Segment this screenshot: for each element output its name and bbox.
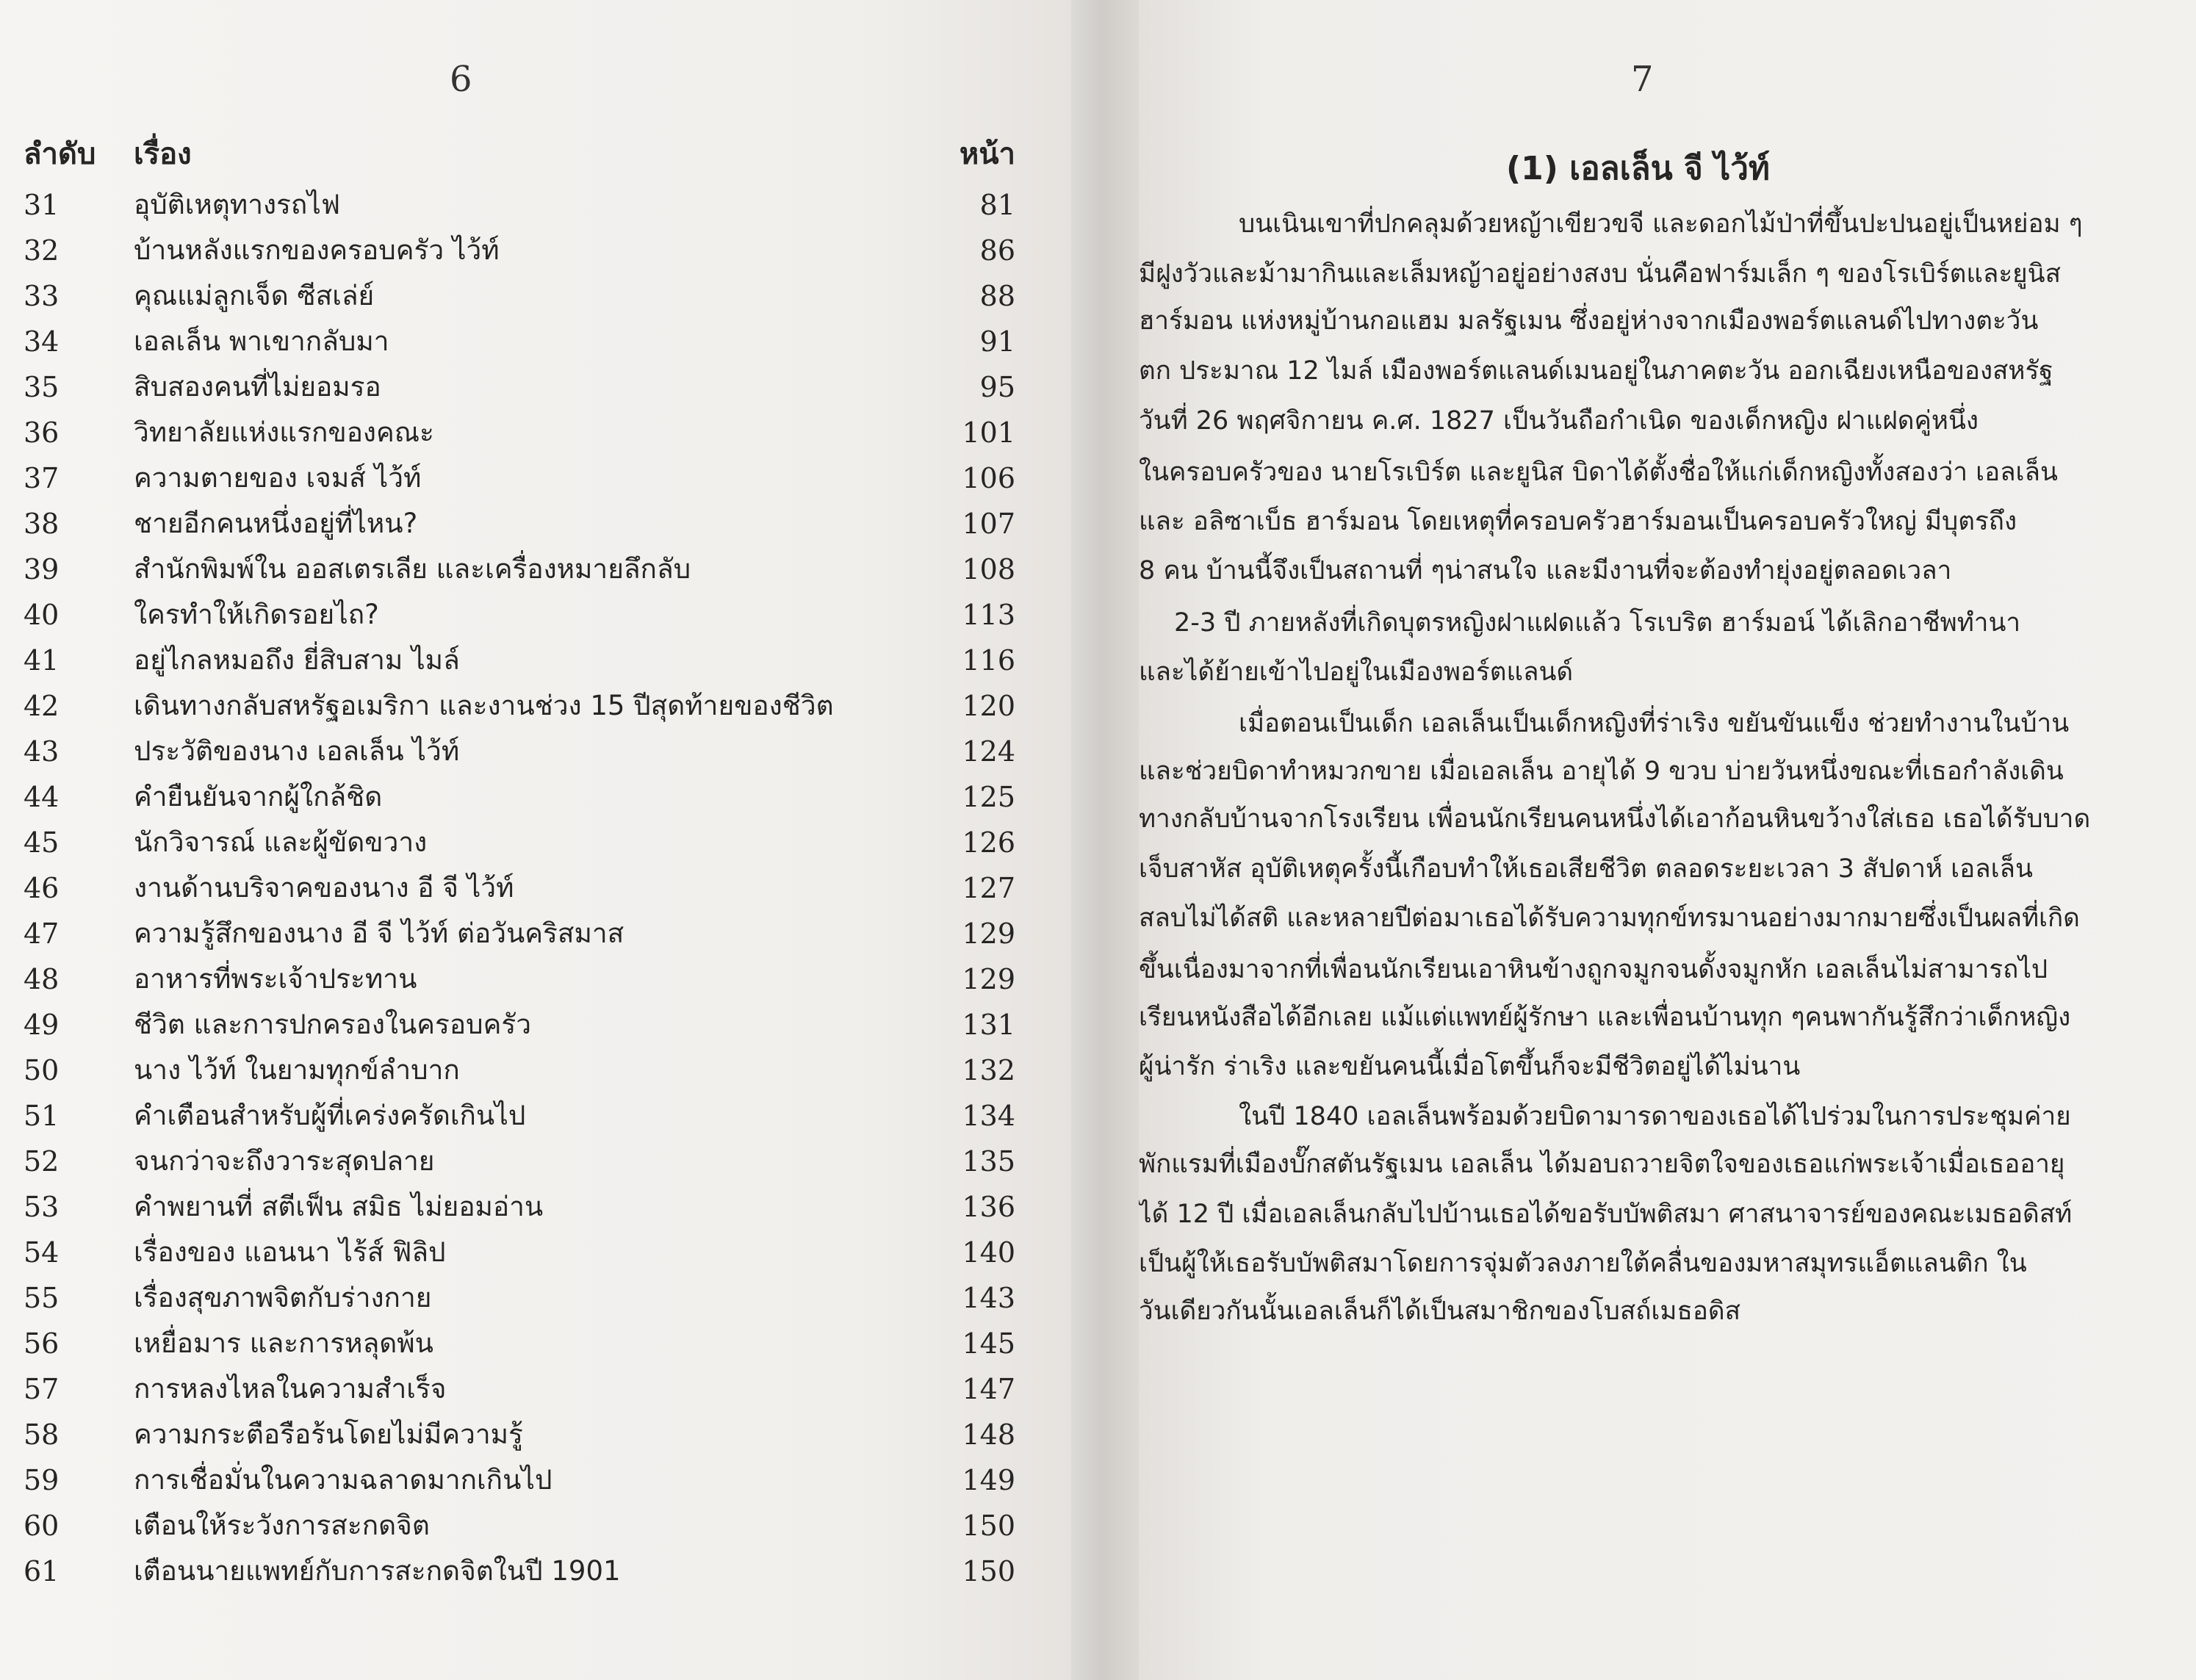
toc-item-page: 120 bbox=[962, 690, 1015, 722]
body-line: 8 คน บ้านนี้จึงเป็นสถานที่ ๆน่าสนใจ และมีงานที่จะต้องทำยุ่งอยู่ตลอดเวลา bbox=[1139, 556, 1952, 585]
toc-item-page: 132 bbox=[962, 1054, 1015, 1086]
chapter-title: (1) เอลเล็น จี ไว้ท์ bbox=[1506, 150, 1770, 187]
toc-item-number: 44 bbox=[24, 781, 60, 813]
toc-item-page: 116 bbox=[962, 644, 1015, 677]
toc-row bbox=[24, 911, 1015, 956]
toc-row bbox=[24, 228, 1015, 273]
toc-header bbox=[24, 132, 1015, 176]
toc-item-number: 55 bbox=[24, 1282, 60, 1314]
body-line: ทางกลับบ้านจากโรงเรียน เพื่อนนักเรียนคนหนึ่งได้เอาก้อนหินขว้างใส่เธอ เธอได้รับบาด bbox=[1139, 804, 2091, 834]
toc-item-number: 38 bbox=[24, 508, 60, 540]
toc-row bbox=[24, 1503, 1015, 1549]
toc-row bbox=[24, 501, 1015, 547]
toc-item-number: 51 bbox=[24, 1100, 60, 1132]
toc-row bbox=[24, 364, 1015, 410]
toc-item-title: ความกระตือรือร้นโดยไม่มีความรู้ bbox=[134, 1418, 523, 1450]
toc-row bbox=[24, 1184, 1015, 1230]
toc-item-page: 131 bbox=[962, 1009, 1015, 1041]
toc-row bbox=[24, 956, 1015, 1002]
toc-item-title: อยู่ไกลหมอถึง ยี่สิบสาม ไมล์ bbox=[134, 644, 460, 676]
toc-item-title: งานด้านบริจาคของนาง อี จี ไว้ท์ bbox=[134, 872, 514, 904]
toc-item-number: 60 bbox=[24, 1510, 60, 1542]
toc-row bbox=[24, 1366, 1015, 1412]
body-line: เมื่อตอนเป็นเด็ก เอลเล็นเป็นเด็กหญิงที่ร่าเริง ขยันขันแข็ง ช่วยทำงานในบ้าน bbox=[1239, 709, 2070, 738]
toc-item-title: คุณแม่ลูกเจ็ด ซีสเล่ย์ bbox=[134, 280, 375, 311]
toc-item-title: เตือนนายแพทย์กับการสะกดจิตในปี 1901 bbox=[134, 1555, 621, 1587]
toc-item-page: 107 bbox=[962, 508, 1015, 540]
toc-item-title: ประวัติของนาง เอลเล็น ไว้ท์ bbox=[134, 735, 460, 767]
toc-row bbox=[24, 865, 1015, 911]
toc-item-page: 129 bbox=[962, 963, 1015, 995]
toc-item-title: สำนักพิมพ์ใน ออสเตรเลีย และเครื่องหมายลึกลับ bbox=[134, 553, 691, 585]
table-of-contents bbox=[24, 182, 1015, 1594]
body-line: และ อลิซาเบ็ธ ฮาร์มอน โดยเหตุที่ครอบครัวฮาร์มอนเป็นครอบครัวใหญ่ มีบุตรถึง bbox=[1139, 507, 2017, 536]
body-line: เรียนหนังสือได้อีกเลย แม้แต่แพทย์ผู้รักษา และเพื่อนบ้านทุก ๆคนพากันรู้สึกว่าเด็กหญิง bbox=[1139, 1003, 2071, 1032]
toc-item-page: 125 bbox=[962, 781, 1015, 813]
toc-row bbox=[24, 1093, 1015, 1139]
toc-item-number: 43 bbox=[24, 735, 60, 768]
toc-item-number: 33 bbox=[24, 280, 60, 312]
toc-item-number: 39 bbox=[24, 553, 60, 585]
page-number: 6 bbox=[450, 59, 472, 100]
toc-item-number: 61 bbox=[24, 1555, 60, 1587]
toc-item-page: 81 bbox=[979, 189, 1015, 221]
toc-item-number: 36 bbox=[24, 417, 60, 449]
toc-title-heading: เรื่อง bbox=[134, 137, 192, 171]
toc-row bbox=[24, 1275, 1015, 1321]
toc-row bbox=[24, 638, 1015, 683]
toc-row bbox=[24, 547, 1015, 592]
toc-item-number: 58 bbox=[24, 1418, 60, 1451]
toc-number-heading: ลำดับ bbox=[24, 137, 96, 171]
body-line: วันที่ 26 พฤศจิกายน ค.ศ. 1827 เป็นวันถือกำเนิด ของเด็กหญิง ฝาแฝดคู่หนึ่ง bbox=[1139, 406, 1979, 436]
body-line: บนเนินเขาที่ปกคลุมด้วยหญ้าเขียวขจี และดอกไม้ป่าที่ขึ้นปะปนอยู่เป็นหย่อม ๆ bbox=[1239, 209, 2083, 239]
toc-item-title: บ้านหลังแรกของครอบครัว ไว้ท์ bbox=[134, 234, 500, 266]
toc-item-page: 148 bbox=[962, 1418, 1015, 1451]
toc-item-title: วิทยาลัยแห่งแรกของคณะ bbox=[134, 417, 434, 448]
toc-row bbox=[24, 319, 1015, 364]
body-line: เจ็บสาหัส อุบัติเหตุครั้งนี้เกือบทำให้เธอเสียชีวิต ตลอดระยะเวลา 3 สัปดาห์ เอลเล็น bbox=[1139, 854, 2033, 884]
toc-page-heading: หน้า bbox=[959, 137, 1015, 171]
body-line: 2-3 ปี ภายหลังที่เกิดบุตรหญิงฝาแฝดแล้ว โรเบริต ฮาร์มอน์ ได้เลิกอาชีพทำนา bbox=[1174, 608, 2021, 638]
toc-item-number: 41 bbox=[24, 644, 60, 677]
body-line: ในครอบครัวของ นายโรเบิร์ต และยูนิส บิดาได้ตั้งชื่อให้แก่เด็กหญิงทั้งสองว่า เอลเล็น bbox=[1139, 458, 2058, 487]
body-line: ตก ประมาณ 12 ไมล์ เมืองพอร์ตแลนด์เมนอยู่ในภาคตะวัน ออกเฉียงเหนือของสหรัฐ bbox=[1139, 356, 2053, 386]
toc-item-number: 59 bbox=[24, 1464, 60, 1496]
toc-item-page: 149 bbox=[962, 1464, 1015, 1496]
toc-item-number: 37 bbox=[24, 462, 60, 494]
toc-row bbox=[24, 1321, 1015, 1366]
toc-item-number: 53 bbox=[24, 1191, 60, 1223]
toc-row bbox=[24, 683, 1015, 729]
toc-row bbox=[24, 1412, 1015, 1457]
toc-item-number: 47 bbox=[24, 917, 60, 950]
toc-item-number: 42 bbox=[24, 690, 60, 722]
toc-item-title: ชีวิต และการปกครองในครอบครัว bbox=[134, 1009, 532, 1040]
toc-item-title: เรื่องสุขภาพจิตกับร่างกาย bbox=[134, 1282, 432, 1313]
toc-item-page: 86 bbox=[979, 234, 1015, 267]
toc-item-title: ชายอีกคนหนึ่งอยู่ที่ไหน? bbox=[134, 508, 418, 539]
toc-item-page: 88 bbox=[979, 280, 1015, 312]
toc-item-title: คำยืนยันจากผู้ใกล้ชิด bbox=[134, 781, 383, 812]
toc-item-title: นักวิจารณ์ และผู้ขัดขวาง bbox=[134, 826, 428, 858]
toc-item-page: 140 bbox=[962, 1236, 1015, 1269]
toc-item-title: เตือนให้ระวังการสะกดจิต bbox=[134, 1510, 430, 1541]
toc-item-page: 136 bbox=[962, 1191, 1015, 1223]
toc-item-number: 52 bbox=[24, 1145, 60, 1178]
toc-item-number: 54 bbox=[24, 1236, 60, 1269]
toc-item-page: 126 bbox=[962, 826, 1015, 859]
toc-item-title: อาหารที่พระเจ้าประทาน bbox=[134, 963, 417, 995]
body-line: ขึ้นเนื่องมาจากที่เพื่อนนักเรียนเอาหินข้างถูกจมูกจนดั้งจมูกหัก เอลเล็นไม่สามารถไป bbox=[1139, 955, 2048, 984]
toc-item-page: 108 bbox=[962, 553, 1015, 585]
body-line: และได้ย้ายเข้าไปอยู่ในเมืองพอร์ตแลนด์ bbox=[1139, 657, 1574, 687]
toc-item-title: เดินทางกลับสหรัฐอเมริกา และงานช่วง 15 ปีสุดท้ายของชีวิต bbox=[134, 690, 834, 721]
left-page bbox=[0, 0, 1071, 1680]
toc-item-title: คำพยานที่ สตีเฟ็น สมิธ ไม่ยอมอ่าน bbox=[134, 1191, 544, 1222]
toc-item-page: 106 bbox=[962, 462, 1015, 494]
toc-item-page: 143 bbox=[962, 1282, 1015, 1314]
toc-row bbox=[24, 1457, 1015, 1503]
toc-row bbox=[24, 1230, 1015, 1275]
toc-item-title: นาง ไว้ท์ ในยามทุกข์ลำบาก bbox=[134, 1054, 460, 1086]
toc-item-page: 150 bbox=[962, 1510, 1015, 1542]
toc-item-number: 57 bbox=[24, 1373, 60, 1405]
toc-item-title: การหลงไหลในความสำเร็จ bbox=[134, 1373, 447, 1405]
body-line: ฮาร์มอน แห่งหมู่บ้านกอแฮม มลรัฐเมน ซึ่งอยู่ห่างจากเมืองพอร์ตแลนด์ไปทางตะวัน bbox=[1139, 306, 2039, 336]
toc-item-page: 129 bbox=[962, 917, 1015, 950]
toc-row bbox=[24, 455, 1015, 501]
toc-item-number: 46 bbox=[24, 872, 60, 904]
toc-row bbox=[24, 820, 1015, 865]
toc-item-number: 34 bbox=[24, 325, 60, 358]
body-line: และช่วยบิดาทำหมวกขาย เมื่อเอลเล็น อายุได้ 9 ขวบ บ่ายวันหนึ่งขณะที่เธอกำลังเดิน bbox=[1139, 757, 2064, 786]
page-number: 7 bbox=[1631, 59, 1654, 100]
toc-row bbox=[24, 1002, 1015, 1048]
body-line: ในปี 1840 เอลเล็นพร้อมด้วยบิดามารดาของเธอได้ไปร่วมในการประชุมค่าย bbox=[1239, 1102, 2071, 1131]
toc-item-page: 135 bbox=[962, 1145, 1015, 1178]
toc-item-number: 40 bbox=[24, 599, 60, 631]
toc-item-page: 91 bbox=[979, 325, 1015, 358]
toc-item-page: 134 bbox=[962, 1100, 1015, 1132]
body-line: ได้ 12 ปี เมื่อเอลเล็นกลับไปบ้านเธอได้ขอรับบัพติสมา ศาสนาจารย์ของคณะเมธอดิสท์ bbox=[1139, 1200, 2073, 1229]
toc-row bbox=[24, 182, 1015, 228]
toc-item-page: 147 bbox=[962, 1373, 1015, 1405]
toc-item-number: 49 bbox=[24, 1009, 60, 1041]
toc-item-page: 145 bbox=[962, 1327, 1015, 1360]
toc-item-title: เอลเล็น พาเขากลับมา bbox=[134, 325, 389, 357]
toc-item-number: 32 bbox=[24, 234, 60, 267]
toc-item-title: ความตายของ เจมส์ ไว้ท์ bbox=[134, 462, 422, 494]
toc-item-title: จนกว่าจะถึงวาระสุดปลาย bbox=[134, 1145, 435, 1177]
toc-item-page: 101 bbox=[962, 417, 1015, 449]
toc-row bbox=[24, 273, 1015, 319]
toc-item-title: ความรู้สึกของนาง อี จี ไว้ท์ ต่อวันคริสมาส bbox=[134, 917, 624, 949]
toc-row bbox=[24, 1139, 1015, 1184]
toc-item-title: คำเตือนสำหรับผู้ที่เคร่งครัดเกินไป bbox=[134, 1100, 526, 1131]
toc-item-title: เหยื่อมาร และการหลุดพ้น bbox=[134, 1327, 433, 1359]
toc-row bbox=[24, 1048, 1015, 1093]
toc-item-number: 31 bbox=[24, 189, 60, 221]
toc-row bbox=[24, 774, 1015, 820]
right-page bbox=[1139, 0, 2196, 1680]
body-line: วันเดียวกันนั้นเอลเล็นก็ได้เป็นสมาชิกของโบสถ์เมธอดิส bbox=[1139, 1297, 1740, 1326]
toc-item-number: 45 bbox=[24, 826, 60, 859]
toc-item-page: 127 bbox=[962, 872, 1015, 904]
toc-item-title: เรื่องของ แอนนา ไร้ส์ ฟิลิป bbox=[134, 1236, 446, 1268]
body-line: มีฝูงวัวและม้ามากินและเล็มหญ้าอยู่อย่างสงบ นั่นคือฟาร์มเล็ก ๆ ของโรเบิร์ตและยูนิส bbox=[1139, 259, 2061, 289]
toc-item-page: 124 bbox=[962, 735, 1015, 768]
toc-row bbox=[24, 1549, 1015, 1594]
toc-item-title: ใครทำให้เกิดรอยไถ? bbox=[134, 599, 379, 630]
toc-row bbox=[24, 729, 1015, 774]
body-line: ผู้น่ารัก ร่าเริง และขยันคนนี้เมื่อโตขึ้นก็จะมีชีวิตอยู่ได้ไม่นาน bbox=[1139, 1052, 1801, 1081]
toc-item-page: 150 bbox=[962, 1555, 1015, 1587]
toc-row bbox=[24, 592, 1015, 638]
toc-item-number: 35 bbox=[24, 371, 60, 403]
toc-item-number: 48 bbox=[24, 963, 60, 995]
toc-item-title: สิบสองคนที่ไม่ยอมรอ bbox=[134, 371, 381, 403]
toc-item-number: 56 bbox=[24, 1327, 60, 1360]
toc-item-page: 95 bbox=[979, 371, 1015, 403]
toc-item-title: อุบัติเหตุทางรถไฟ bbox=[134, 189, 341, 220]
body-line: สลบไม่ได้สติ และหลายปีต่อมาเธอได้รับความทุกข์ทรมานอย่างมากมายซึ่งเป็นผลที่เกิด bbox=[1139, 904, 2080, 933]
body-line: พักแรมที่เมืองบั๊กสตันรัฐเมน เอลเล็น ได้มอบถวายจิตใจของเธอแก่พระเจ้าเมื่อเธออายุ bbox=[1139, 1150, 2065, 1179]
body-line: เป็นผู้ให้เธอรับบัพติสมาโดยการจุ่มตัวลงภายใต้คลื่นของมหาสมุทรแอ็ตแลนติก ใน bbox=[1139, 1249, 2027, 1278]
toc-item-title: การเชื่อมั่นในความฉลาดมากเกินไป bbox=[134, 1464, 552, 1496]
toc-item-page: 113 bbox=[962, 599, 1015, 631]
toc-item-number: 50 bbox=[24, 1054, 60, 1086]
toc-row bbox=[24, 410, 1015, 455]
book-gutter bbox=[1071, 0, 1139, 1680]
